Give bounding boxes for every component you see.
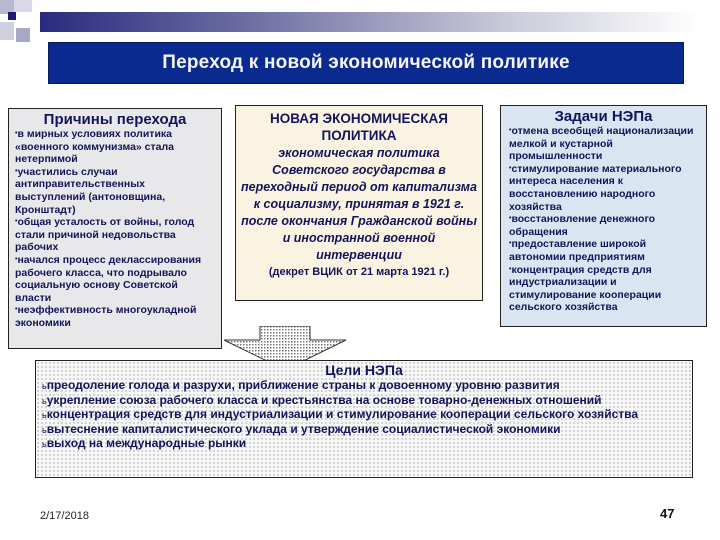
bullet-icon: • [509, 164, 512, 172]
bullet-icon: • [509, 215, 512, 223]
page-number: 47 [660, 506, 675, 521]
bullet-icon: • [509, 265, 512, 273]
slide-date: 2/17/2018 [40, 510, 89, 522]
tasks-item-text: предоставление широкой автономии предприятиям [509, 238, 647, 263]
tasks-item [509, 125, 698, 163]
goals-item-text: концентрация средств для индустриализации и стимулирование кооперации сельского хозяйства [46, 407, 639, 422]
reasons-item [15, 254, 215, 304]
decor-square [8, 12, 16, 20]
goals-item-text: выход на международные рынки [46, 436, 247, 451]
bullet-icon: • [15, 218, 18, 226]
goals-item [42, 379, 686, 394]
goals-item [42, 423, 686, 438]
tasks-list [509, 125, 698, 314]
goals-item-text: преодоление голода и разрухи, приближение страны к довоенному уровню развития [46, 378, 560, 392]
tasks-item [509, 264, 698, 314]
bullet-icon: • [15, 130, 18, 137]
reasons-heading: Причины перехода [43, 111, 187, 128]
bullet-icon: • [15, 306, 18, 314]
goals-item [42, 394, 686, 409]
nep-definition: экономическая политика Советского государства в переходный период от капитализма к социализму, принятая в 1921 г. после окончания Гражданской войны и иностранной военной интервенции [240, 146, 478, 262]
decor-square [14, 0, 32, 12]
bullet-icon: • [15, 255, 18, 263]
bullet-icon: ь [42, 381, 47, 391]
bullet-icon: • [15, 167, 18, 175]
goals-item [42, 437, 686, 452]
bullet-icon: ь [42, 439, 47, 450]
tasks-item [509, 238, 698, 263]
reasons-item [15, 216, 215, 254]
goals-heading: Цели НЭПа [325, 362, 403, 378]
tasks-item [509, 213, 698, 238]
reasons-item-text: участились случаи антиправительственных выступлений (антоновщина, Кронштадт) [15, 165, 166, 216]
bullet-icon: ь [42, 424, 47, 435]
nep-heading: НОВАЯ ЭКОНОМИЧЕСКАЯ ПОЛИТИКА [269, 111, 448, 143]
nep-decree: (декрет ВЦИК от 21 марта 1921 г.) [268, 266, 450, 278]
decor-square [0, 22, 14, 40]
tasks-box [500, 105, 707, 327]
tasks-heading: Задачи НЭПа [554, 108, 653, 125]
reasons-item-text: общая усталость от войны, голод стали причиной недовольства рабочих [15, 216, 195, 254]
goals-list [42, 379, 686, 452]
goals-item-text: укрепление союза рабочего класса и крестьянства на основе товарно-денежных отношений [46, 392, 602, 407]
tasks-item-text: стимулирование материального интереса населения к восстановлению народного хозяйства [509, 162, 682, 213]
nep-definition-box [235, 105, 483, 301]
goals-item [42, 408, 686, 423]
slide-title-bar [48, 42, 684, 84]
header-gradient-bar [40, 12, 700, 32]
tasks-item-text: восстановление денежного обращения [509, 213, 656, 238]
tasks-item [509, 163, 698, 213]
reasons-list [15, 128, 215, 330]
bullet-icon: • [509, 240, 512, 248]
reasons-item [15, 304, 215, 329]
tasks-item-text: концентрация средств для индустриализации и стимулирование кооперации сельского хозяйства [509, 263, 662, 314]
bullet-icon: ь [42, 395, 47, 406]
reasons-item-text: в мирных условиях политика «военного коммунизма» стала нетерпимой [15, 128, 175, 166]
reasons-item-text: неэффективность многоукладной экономики [15, 304, 197, 329]
goals-item-text: вытеснение капиталистического уклада и утверждение социалистической экономики [46, 421, 561, 436]
reasons-item [15, 166, 215, 216]
goals-box [35, 360, 693, 478]
tasks-item-text: отмена всеобщей национализации мелкой и кустарной промышленности [509, 125, 694, 163]
reasons-item [15, 128, 215, 166]
decor-square [16, 28, 30, 42]
slide-title: Переход к новой экономической политике [162, 52, 570, 73]
reasons-box [8, 108, 222, 349]
bullet-icon: • [509, 127, 512, 134]
reasons-item-text: начался процесс деклассирования рабочего класса, что подрывало социальную основу Советской власти [15, 253, 202, 304]
bullet-icon: ь [42, 410, 47, 421]
